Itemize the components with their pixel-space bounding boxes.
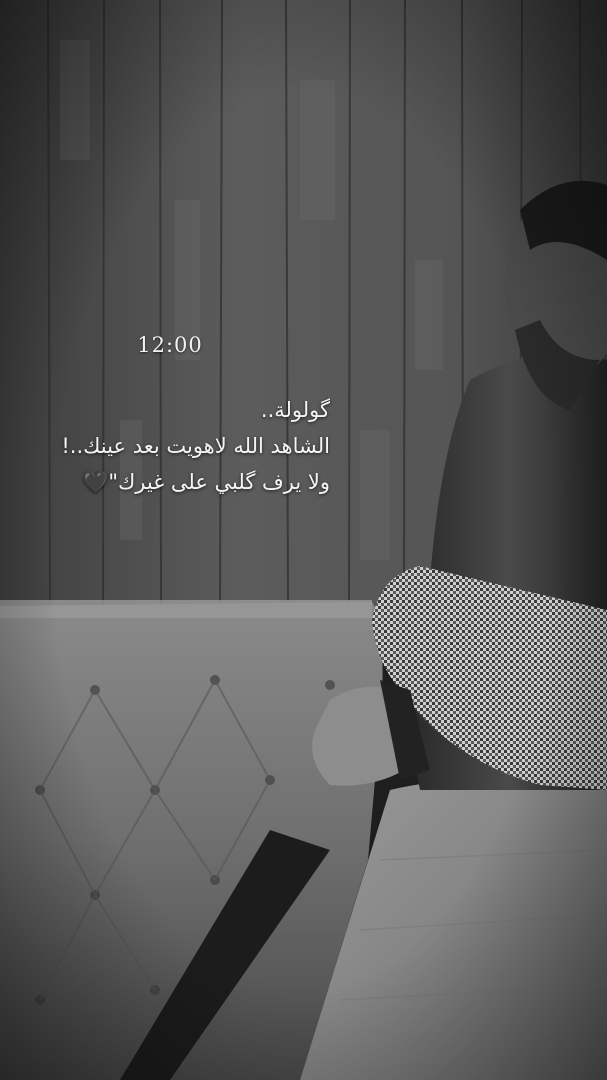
caption-line-2: الشاهد الله لاهويت بعد عينك..! (61, 434, 330, 458)
caption-line-3: ولا يرف گلبي على غيرك"🖤 (82, 470, 330, 494)
story-caption (10, 392, 330, 500)
story-time-label: 12:00 (137, 333, 203, 357)
caption-line-1: گولولة.. (260, 398, 330, 422)
